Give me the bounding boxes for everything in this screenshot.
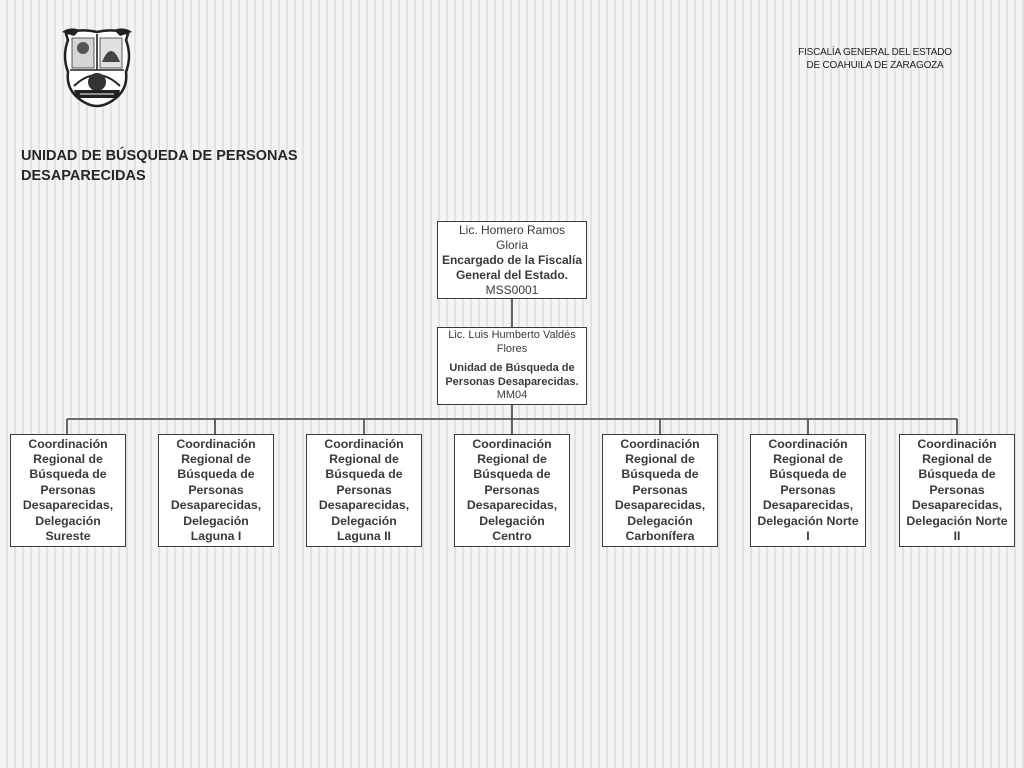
agency-name-line2: DE COAHUILA DE ZARAGOZA: [806, 60, 944, 71]
node-name-line2: Flores: [496, 342, 528, 355]
coord-line: Personas: [188, 482, 244, 497]
node-role-line1: Encargado de la Fiscalía: [441, 252, 583, 267]
org-node-delegacion-sureste: [10, 434, 126, 547]
org-node-unidad-busqueda: [437, 327, 587, 405]
agency-name-line1: FISCALÍA GENERAL DEL ESTADO: [798, 47, 952, 58]
page-title-line2: DESAPARECIDAS: [21, 168, 146, 184]
coord-line: Delegación: [479, 513, 545, 528]
coord-line: Desaparecidas,: [318, 498, 410, 513]
coord-line: Personas: [632, 482, 688, 497]
coord-line: Coordinación: [917, 436, 997, 451]
coord-line: Coordinación: [176, 436, 256, 451]
node-role-line2: General del Estado.: [455, 267, 569, 282]
coord-line: Coordinación: [324, 436, 404, 451]
coord-line: Coordinación: [28, 436, 108, 451]
coord-line: Laguna II: [337, 529, 391, 544]
coord-line: Personas: [780, 482, 836, 497]
org-node-delegacion-norte-ii: [899, 434, 1015, 547]
coord-line: Laguna I: [190, 529, 242, 544]
node-role-line2: Personas Desaparecidas.: [445, 375, 579, 388]
coord-line: Personas: [929, 482, 985, 497]
coord-line: Coordinación: [472, 436, 552, 451]
coord-line: Coordinación: [768, 436, 848, 451]
coord-line: Delegación: [331, 513, 397, 528]
coord-line: I: [806, 529, 810, 544]
org-node-delegacion-carbonifera: [602, 434, 718, 547]
coord-line: II: [953, 529, 961, 544]
node-name-line2: Gloria: [495, 237, 528, 252]
coord-line: Regional de: [33, 451, 103, 466]
coord-line: Centro: [492, 529, 532, 544]
node-code: MSS0001: [485, 282, 539, 297]
coord-line: Delegación Norte: [757, 513, 859, 528]
coord-line: Regional de: [181, 451, 251, 466]
coord-line: Búsqueda de: [621, 467, 699, 482]
coord-line: Coordinación: [620, 436, 700, 451]
coord-line: Desaparecidas,: [762, 498, 854, 513]
node-code: MM04: [496, 389, 528, 402]
org-node-delegacion-norte-i: [750, 434, 866, 547]
page-title-line1: UNIDAD DE BÚSQUEDA DE PERSONAS: [21, 148, 298, 164]
coord-line: Desaparecidas,: [22, 498, 114, 513]
coord-line: Regional de: [329, 451, 399, 466]
coord-line: Personas: [336, 482, 392, 497]
coord-line: Regional de: [773, 451, 843, 466]
org-node-delegacion-laguna-i: [158, 434, 274, 547]
coord-line: Delegación: [627, 513, 693, 528]
coord-line: Desaparecidas,: [466, 498, 558, 513]
coord-line: Delegación: [183, 513, 249, 528]
coord-line: Regional de: [625, 451, 695, 466]
coord-line: Carbonífera: [625, 529, 695, 544]
coord-line: Búsqueda de: [473, 467, 551, 482]
coord-line: Delegación Norte: [906, 513, 1008, 528]
coord-line: Delegación: [35, 513, 101, 528]
coord-line: Búsqueda de: [29, 467, 107, 482]
coord-line: Desaparecidas,: [911, 498, 1003, 513]
coord-line: Búsqueda de: [325, 467, 403, 482]
node-name-line1: Lic. Homero Ramos: [458, 222, 566, 237]
node-role-line1: Unidad de Búsqueda de: [449, 362, 575, 375]
org-node-delegacion-centro: [454, 434, 570, 547]
coord-line: Desaparecidas,: [170, 498, 262, 513]
org-node-fiscal-general: [437, 221, 587, 299]
coord-line: Búsqueda de: [918, 467, 996, 482]
coord-line: Sureste: [45, 529, 91, 544]
coord-line: Personas: [484, 482, 540, 497]
coord-line: Regional de: [922, 451, 992, 466]
coord-line: Búsqueda de: [177, 467, 255, 482]
org-node-delegacion-laguna-ii: [306, 434, 422, 547]
coord-line: Regional de: [477, 451, 547, 466]
node-name-line1: Lic. Luis Humberto Valdés: [448, 329, 576, 342]
coord-line: Personas: [40, 482, 96, 497]
coord-line: Desaparecidas,: [614, 498, 706, 513]
coord-line: Búsqueda de: [769, 467, 847, 482]
